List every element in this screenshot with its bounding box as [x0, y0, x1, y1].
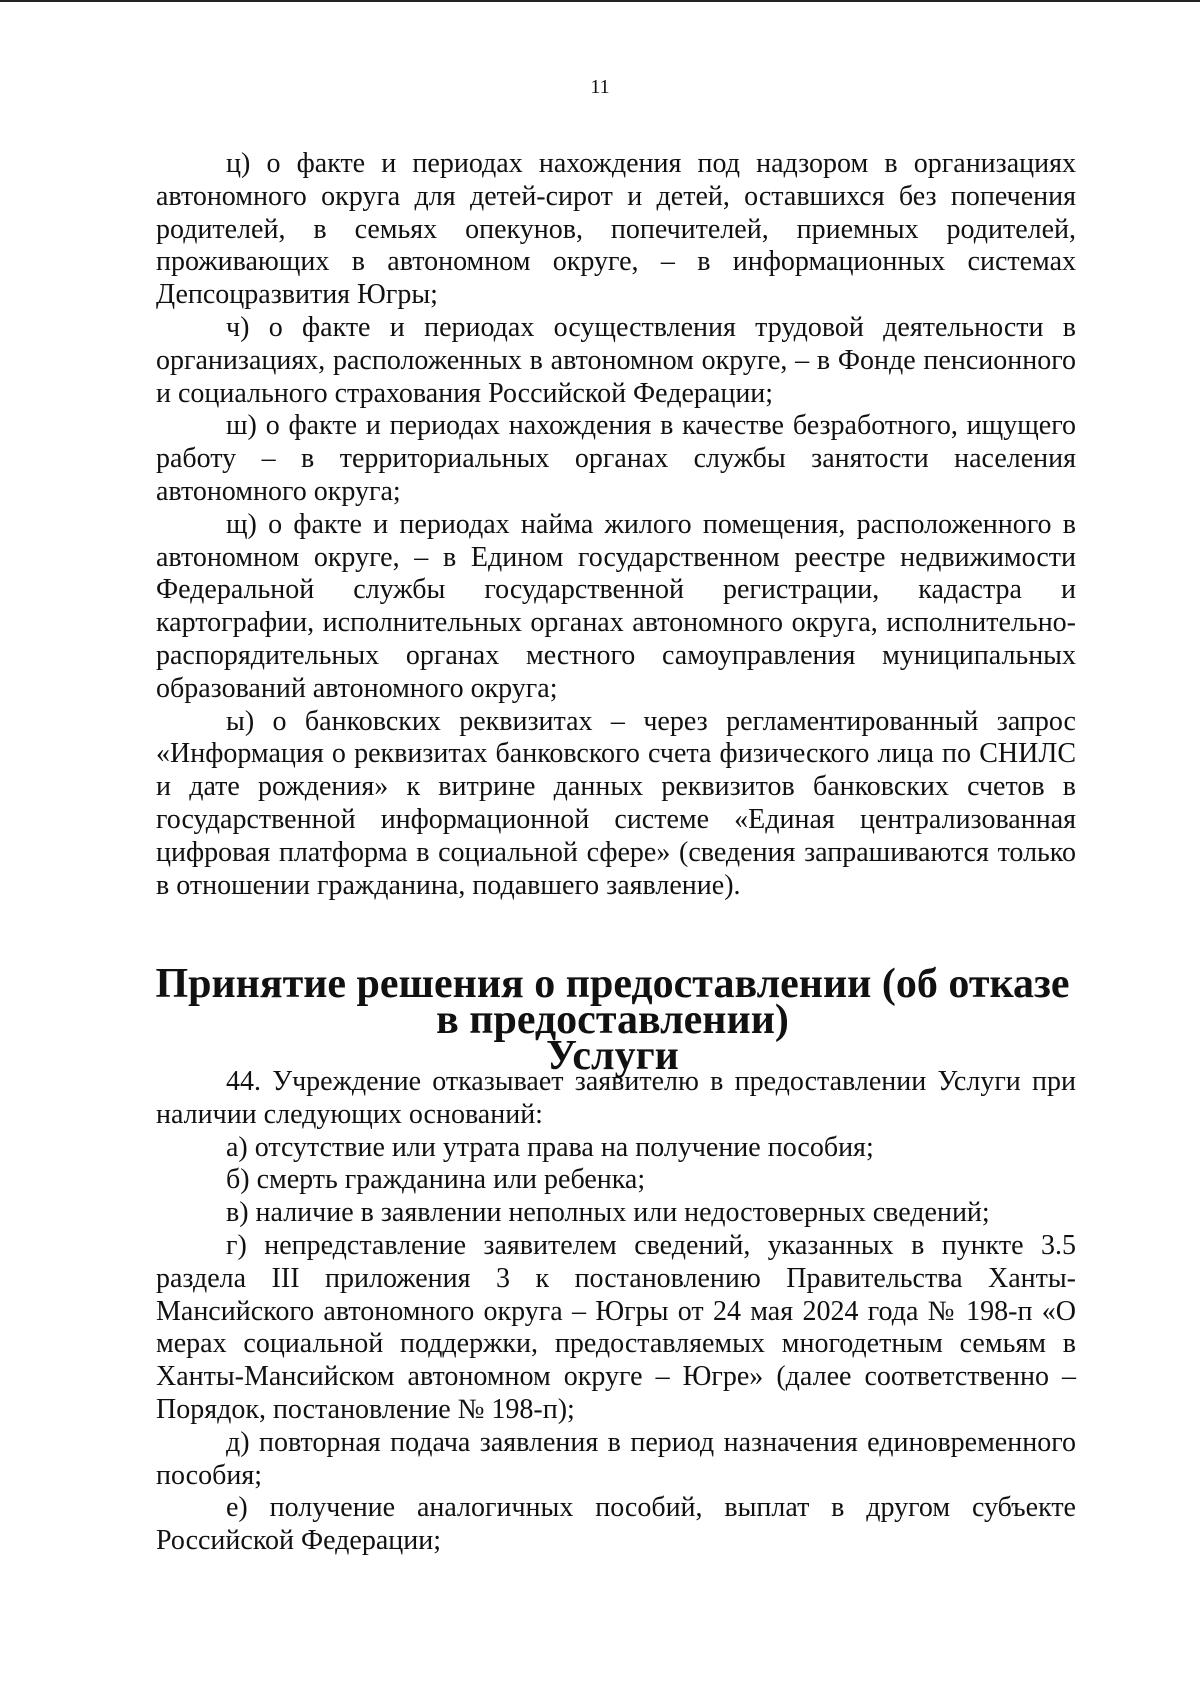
paragraph-ts: ц) о факте и периодах нахождения под надзором в организациях автономного округа для детей-сирот и детей, оставшихся без попечения родителей, в семьях опекунов, попечителей, приемных родителей, проживающих в автономном округе, – в информационных системах Депсоцразвития Югры;	[156, 148, 1076, 311]
page-number: 11	[590, 76, 610, 98]
section-heading-line-1: Принятие решения о предоставлении (об отказе в предоставлении)	[155, 961, 1070, 1043]
list-block-2	[156, 1066, 1076, 1558]
paragraph-d: д) повторная подача заявления в период назначения единовременного пособия;	[156, 1426, 1076, 1491]
list-block-1	[156, 148, 1076, 902]
paragraph-e: е) получение аналогичных пособий, выплат в другом субъекте Российской Федерации;	[156, 1492, 1076, 1557]
paragraph-shch: щ) о факте и периодах найма жилого помещения, расположенного в автономном округе, – в Едином государственном реестре недвижимости Федеральной службы государственной регистрации, кадастра и картографии, исполнительных органах автономного округа, исполнительно-распорядительных органах местного самоуправления муниципальных образований автономного округа;	[156, 508, 1076, 704]
paragraph-44: 44. Учреждение отказывает заявителю в предоставлении Услуги при наличии следующих оснований:	[156, 1066, 1076, 1130]
page-top-edge	[0, 0, 1200, 2]
section-heading-line-2: Услуги	[546, 1033, 679, 1079]
paragraph-a: а) отсутствие или утрата права на получение пособия;	[226, 1131, 874, 1163]
paragraph-ch: ч) о факте и периодах осуществления трудовой деятельности в организациях, расположенных в автономном округе, – в Фонде пенсионного и социального страхования Российской Федерации;	[156, 311, 1076, 409]
paragraph-y: ы) о банковских реквизитах – через регламентированный запрос «Информация о реквизитах банковского счета физического лица по СНИЛС и дате рождения» к витрине данных реквизитов банковских счетов в государственной информационной системе «Единая централизованная цифровая платформа в социальной сфере» (сведения запрашиваются только в отношении гражданина, подавшего заявление).	[156, 705, 1076, 901]
section-heading	[150, 961, 1075, 1079]
paragraph-b: б) смерть гражданина или ребенка;	[226, 1164, 646, 1196]
paragraph-sh: ш) о факте и периодах нахождения в качестве безработного, ищущего работу – в территориальных органах службы занятости населения автономного округа;	[156, 410, 1076, 507]
paragraph-g: г) непредставление заявителем сведений, указанных в пункте 3.5 раздела III приложения 3 к постановлению Правительства Ханты-Мансийского автономного округа – Югры от 24 мая 2024 года № 198-п «О мерах социальной поддержки, предоставляемых многодетным семьям в Ханты-Мансийском автономном округе – Югре» (далее соответственно – Порядок, постановление № 198-п);	[156, 1229, 1076, 1425]
paragraph-v: в) наличие в заявлении неполных или недостоверных сведений;	[226, 1197, 990, 1229]
